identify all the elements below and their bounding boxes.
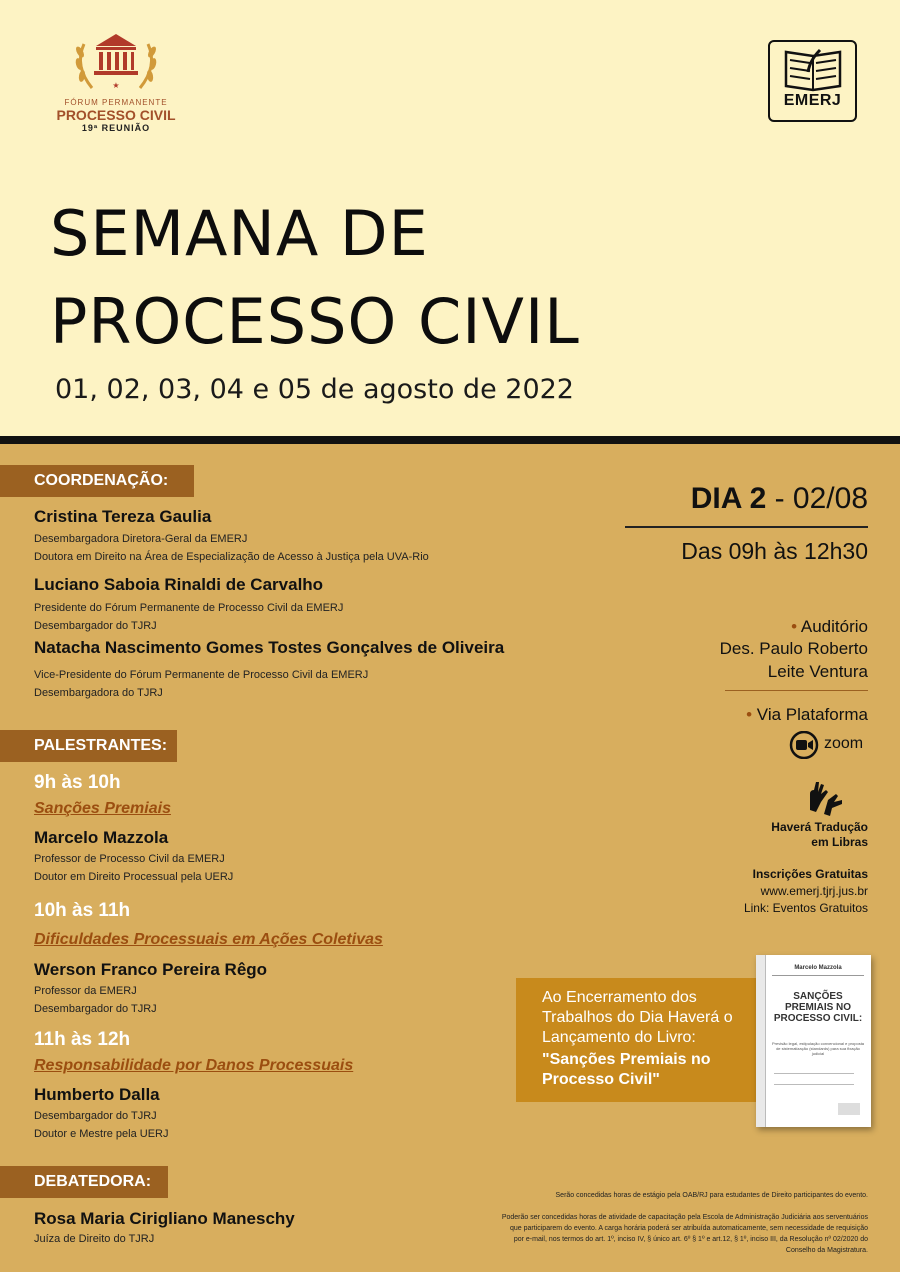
venue-platform (600, 704, 868, 726)
speaker-role: Professor de Processo Civil da EMERJ (34, 853, 225, 865)
libras-line-1: Haverá Tradução (771, 820, 868, 834)
sign-language-icon (804, 780, 844, 818)
bullet-icon: • (746, 705, 753, 724)
venue-line-2: Des. Paulo Roberto (719, 639, 868, 658)
training-note-line: que participarem do evento. A carga horária poderá ser atribuída automaticamente, sem necessidade de requisição (510, 1225, 868, 1232)
title-line-1: SEMANA DE (50, 197, 429, 270)
speaker-name: Marcelo Mazzola (34, 828, 169, 847)
forum-logo (52, 30, 180, 133)
session-time: 11h às 12h (34, 1029, 131, 1050)
speaker-role: Doutor em Direito Processual pela UERJ (34, 871, 234, 883)
day-date: - 02/08 (766, 482, 868, 515)
coordinator-name: Cristina Tereza Gaulia (34, 507, 212, 526)
emerj-label: EMERJ (783, 92, 842, 109)
speaker-role: Professor da EMERJ (34, 985, 137, 997)
training-note-line: por e-mail, nos termos do art. 1º, inciso IV, § único art. 6º § 1º e art.12, § 1º, inciso III, da Resolução nº 02/2020 do (513, 1236, 868, 1243)
svg-text:★: ★ (112, 81, 120, 90)
coordinator-name: Luciano Saboia Rinaldi de Carvalho (34, 575, 324, 594)
book-spine (756, 955, 766, 1127)
book-launch-text: Ao Encerramento dos Trabalhos do Dia Haverá o Lançamento do Livro: (542, 989, 733, 1046)
coordinator-role: Presidente do Fórum Permanente de Processo Civil da EMERJ (34, 602, 344, 614)
book-credits (774, 1073, 854, 1085)
speaker-name: Humberto Dalla (34, 1085, 160, 1104)
venue-divider (725, 690, 868, 691)
coordinator-name: Natacha Nascimento Gomes Tostes Gonçalves de Oliveira (34, 638, 505, 657)
coordinator-role: Desembargador do TJRJ (34, 620, 157, 632)
speaker-role: Desembargador do TJRJ (34, 1110, 157, 1122)
bullet-icon: • (791, 617, 798, 636)
venue-platform-text: Via Plataforma (756, 705, 868, 724)
day-rule (625, 526, 868, 528)
day-heading (625, 482, 868, 516)
book-author: Marcelo Mazzola (794, 965, 842, 971)
book-title: SANÇÕES PREMIAIS NO PROCESSO CIVIL: (773, 991, 863, 1024)
training-note-line: Poderão ser concedidas horas de atividade de capacitação pela Escola de Administração Judiciária aos serventuários (501, 1214, 868, 1221)
day-hours: Das 09h às 12h30 (681, 538, 868, 564)
session-topic: Dificuldades Processuais em Ações Coletivas (34, 931, 383, 948)
page-title (50, 190, 580, 366)
speaker-role: Desembargador do TJRJ (34, 1003, 157, 1015)
signup-info (660, 866, 868, 917)
title-line-2: PROCESSO CIVIL (50, 285, 580, 358)
libras-note (700, 820, 868, 850)
forum-name: PROCESSO CIVIL (56, 107, 176, 123)
session-time: 9h às 10h (34, 772, 121, 793)
book-launch-title: "Sanções Premiais no Processo Civil" (542, 1051, 711, 1088)
publisher-logo (838, 1103, 860, 1115)
courthouse-laurel-icon (70, 30, 162, 96)
internship-note: Serão concedidas horas de estágio pela OAB/RJ para estudantes de Direito participantes do evento. (555, 1192, 868, 1199)
venue-line-3: Leite Ventura (767, 662, 868, 681)
signup-link-hint: Link: Eventos Gratuitos (743, 901, 868, 915)
coordinator-role: Doutora em Direito na Área de Especialização de Acesso à Justiça pela UVA-Rio (34, 551, 429, 563)
coordinator-role: Desembargadora do TJRJ (34, 687, 163, 699)
venue-auditorium (600, 616, 868, 638)
open-book-quill-icon (780, 46, 846, 92)
book-subtitle: Previsão legal, estipulação convencional e proposta de sistematização (standards) para sua fixação judicial (771, 1041, 865, 1056)
book-cover (756, 955, 871, 1127)
event-dates: 01, 02, 03, 04 e 05 de agosto de 2022 (55, 374, 574, 405)
speaker-role: Doutor e Mestre pela UERJ (34, 1128, 169, 1140)
book-rule (772, 975, 864, 976)
coordinator-role: Desembargadora Diretora-Geral da EMERJ (34, 533, 248, 545)
header-divider (0, 436, 900, 444)
emerj-logo (768, 40, 857, 122)
forum-meeting: 19ª REUNIÃO (81, 123, 151, 133)
coordination-label: COORDENAÇÃO: (0, 465, 194, 497)
training-note-line: Conselho da Magistratura. (785, 1247, 868, 1254)
signup-title: Inscrições Gratuitas (752, 867, 868, 881)
coordinator-role: Vice-Presidente do Fórum Permanente de Processo Civil da EMERJ (34, 669, 369, 681)
day-label: DIA 2 (690, 482, 767, 515)
debater-label: DEBATEDORA: (0, 1166, 168, 1198)
session-topic: Responsabilidade por Danos Processuais (34, 1057, 354, 1074)
zoom-label: zoom (824, 735, 864, 752)
speakers-label: PALESTRANTES: (0, 730, 177, 762)
session-topic: Sanções Premiais (34, 800, 171, 817)
libras-line-2: em Libras (811, 835, 868, 849)
speaker-name: Werson Franco Pereira Rêgo (34, 960, 268, 979)
debater-name: Rosa Maria Cirigliano Maneschy (34, 1209, 295, 1228)
session-time: 10h às 11h (34, 900, 131, 921)
signup-url[interactable]: www.emerj.tjrj.jus.br (760, 884, 868, 898)
venue-line-1: Auditório (800, 617, 868, 636)
forum-kicker: FÓRUM PERMANENTE (64, 98, 168, 107)
debater-role: Juíza de Direito do TJRJ (34, 1233, 155, 1245)
